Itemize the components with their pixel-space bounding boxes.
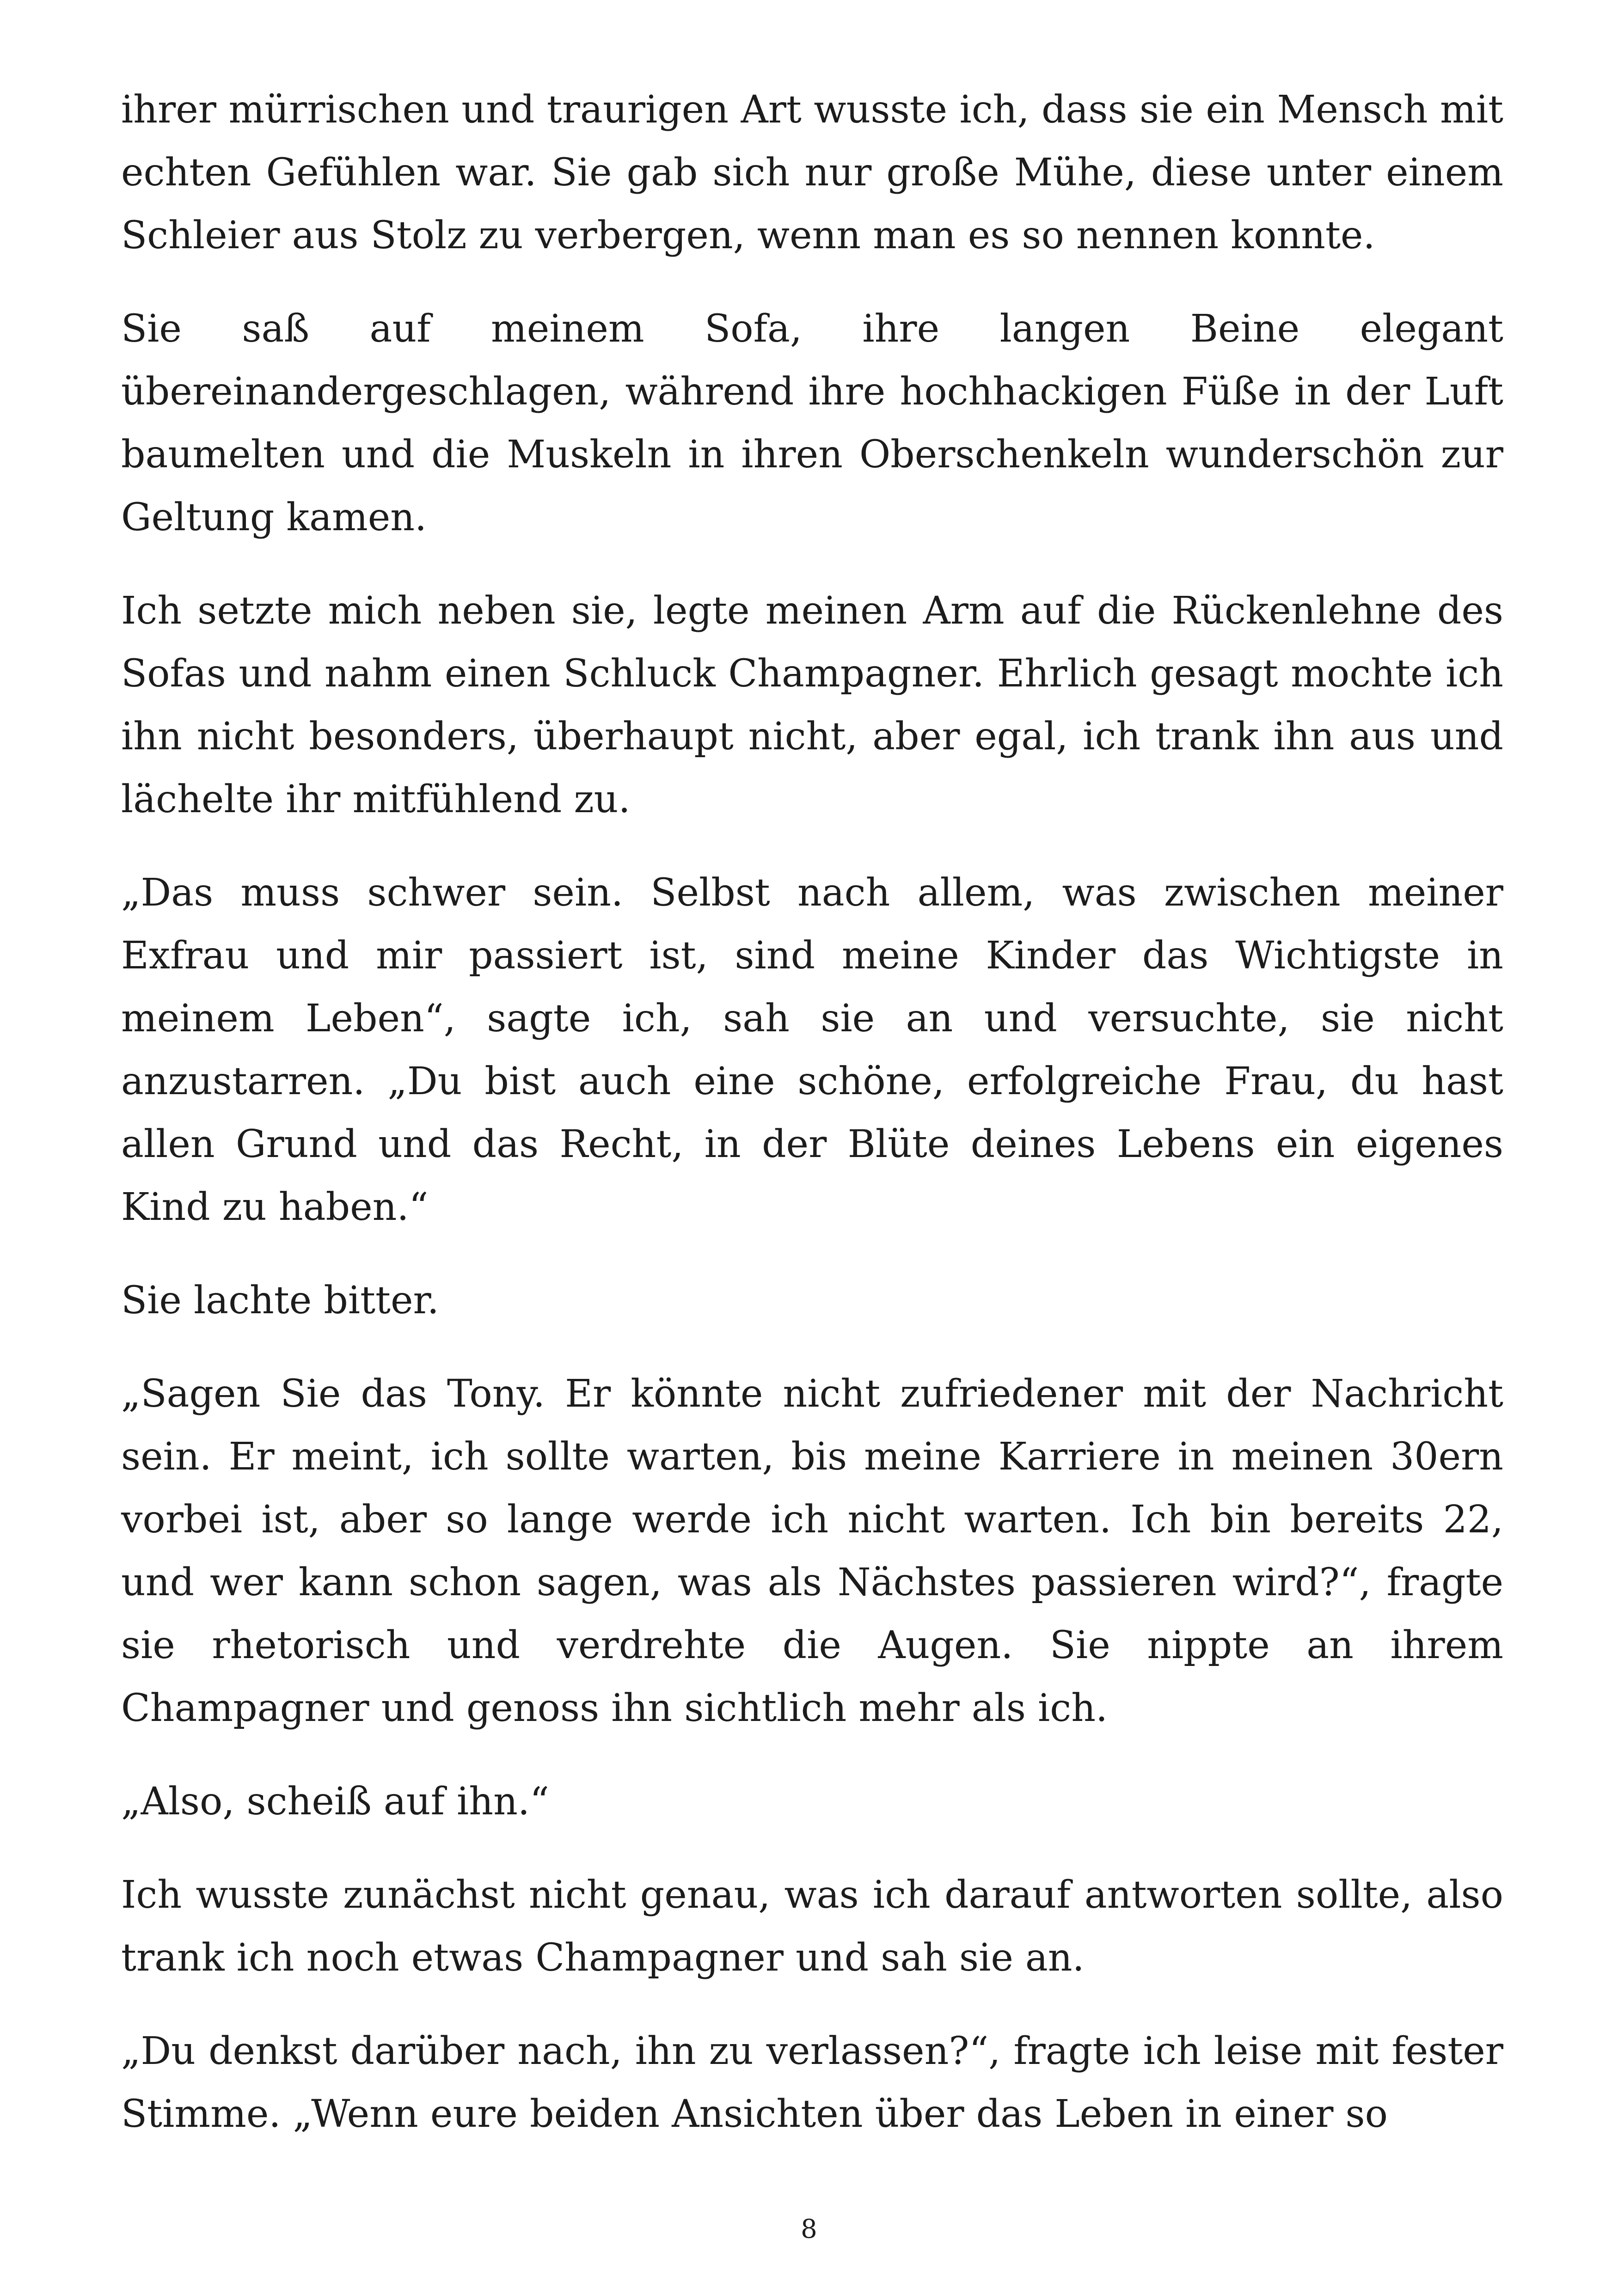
paragraph: „Sagen Sie das Tony. Er könnte nicht zufriedener mit der Nachricht sein. Er meint, ich sollte warten, bis meine Karriere in meinen 30ern vorbei ist, aber so lange werde ich nicht warten. Ich bin bereits 22, und wer kann schon sagen, was als Nächstes passieren wird?“, fragte sie rhetorisch und verdrehte die Augen. Sie nippte an ihrem Champagner und genoss ihn sichtlich mehr als ich. (121, 1372, 1503, 1730)
book-page-text (121, 79, 1503, 2176)
paragraph: Ich wusste zunächst nicht genau, was ich darauf antworten sollte, also trank ich noch etwas Champagner und sah sie an. (121, 1873, 1503, 1980)
paragraph: Ich setzte mich neben sie, legte meinen Arm auf die Rückenlehne des Sofas und nahm einen Schluck Champagner. Ehrlich gesagt mochte ich ihn nicht besonders, überhaupt nicht, aber egal, ich trank ihn aus und lächelte ihr mitfühlend zu. (121, 589, 1503, 821)
paragraph: Sie lachte bitter. (121, 1279, 439, 1322)
page-number: 8 (801, 2214, 817, 2244)
paragraph: „Das muss schwer sein. Selbst nach allem, was zwischen meiner Exfrau und mir passiert ist, sind meine Kinder das Wichtigste in meinem Leben“, sagte ich, sah sie an und versuchte, sie nicht anzustarren. „Du bist auch eine schöne, erfolgreiche Frau, du hast allen Grund und das Recht, in der Blüte deines Lebens ein eigenes Kind zu haben.“ (121, 871, 1503, 1229)
paragraph: „Du denkst darüber nach, ihn zu verlassen?“, fragte ich leise mit fester Stimme. „Wenn eure beiden Ansichten über das Leben in einer so (121, 2029, 1503, 2136)
paragraph: „Also, scheiß auf ihn.“ (121, 1780, 549, 1824)
paragraph: ihrer mürrischen und traurigen Art wusste ich, dass sie ein Mensch mit echten Gefühlen war. Sie gab sich nur große Mühe, diese unter einem Schleier aus Stolz zu verbergen, wenn man es so nennen konnte. (121, 88, 1503, 257)
paragraph: Sie saß auf meinem Sofa, ihre langen Beine elegant übereinandergeschlagen, während ihre hochhackigen Füße in der Luft baumelten und die Muskeln in ihren Oberschenkeln wunderschön zur Geltung kamen. (121, 307, 1503, 539)
